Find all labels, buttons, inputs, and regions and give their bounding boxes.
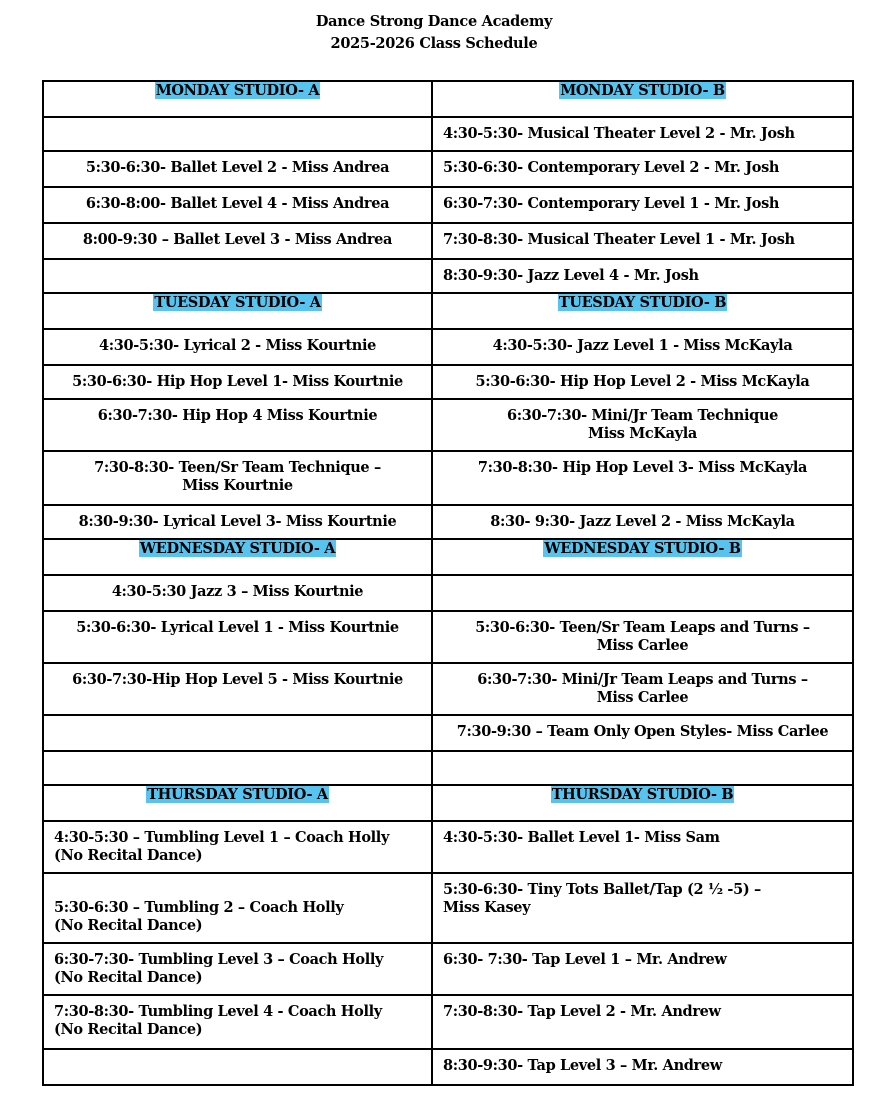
class-cell: 5:30-6:30- Lyrical Level 1 - Miss Kourtnie (43, 611, 432, 663)
class-cell: 5:30-6:30 – Tumbling 2 – Coach Holly (No Recital Dance) (43, 873, 432, 943)
class-cell: 6:30-7:30- Hip Hop 4 Miss Kourtnie (43, 399, 432, 451)
class-cell: 5:30-6:30- Contemporary Level 2 - Mr. Josh (432, 151, 853, 187)
class-cell (43, 751, 432, 785)
table-row (43, 259, 853, 293)
table-row (43, 223, 853, 259)
thursday-studio-b-header: THURSDAY STUDIO- B (432, 785, 853, 821)
table-row (43, 151, 853, 187)
table-row (43, 751, 853, 785)
class-cell: 4:30-5:30 Jazz 3 – Miss Kourtnie (43, 575, 432, 611)
class-cell: 8:30- 9:30- Jazz Level 2 - Miss McKayla (432, 505, 853, 539)
class-cell: 4:30-5:30- Jazz Level 1 - Miss McKayla (432, 329, 853, 365)
table-row (43, 1049, 853, 1085)
table-row (43, 329, 853, 365)
class-cell: 6:30-7:30- Mini/Jr Team Leaps and Turns – Miss Carlee (432, 663, 853, 715)
class-cell (43, 117, 432, 151)
tuesday-studio-a-header: TUESDAY STUDIO- A (43, 293, 432, 329)
class-cell (43, 259, 432, 293)
class-cell: 6:30-7:30- Mini/Jr Team Technique Miss McKayla (432, 399, 853, 451)
class-cell: 7:30-8:30- Musical Theater Level 1 - Mr. Josh (432, 223, 853, 259)
document-header (0, 11, 868, 55)
class-cell: 6:30-7:30- Contemporary Level 1 - Mr. Josh (432, 187, 853, 223)
tuesday-studio-b-header: TUESDAY STUDIO- B (432, 293, 853, 329)
class-cell (43, 1049, 432, 1085)
class-cell (432, 751, 853, 785)
class-cell: 5:30-6:30- Tiny Tots Ballet/Tap (2 ½ -5) – Miss Kasey (432, 873, 853, 943)
table-row (43, 117, 853, 151)
class-cell: 4:30-5:30- Ballet Level 1- Miss Sam (432, 821, 853, 873)
thursday-studio-a-header: THURSDAY STUDIO- A (43, 785, 432, 821)
day-header-row (43, 785, 853, 821)
class-cell: 4:30-5:30 – Tumbling Level 1 – Coach Holly (No Recital Dance) (43, 821, 432, 873)
class-cell: 7:30-8:30- Tap Level 2 - Mr. Andrew (432, 995, 853, 1049)
table-row (43, 943, 853, 995)
day-header-row (43, 539, 853, 575)
class-cell: 8:30-9:30- Tap Level 3 – Mr. Andrew (432, 1049, 853, 1085)
class-cell: 6:30- 7:30- Tap Level 1 – Mr. Andrew (432, 943, 853, 995)
day-header-row (43, 81, 853, 117)
class-cell: 5:30-6:30- Hip Hop Level 2 - Miss McKayla (432, 365, 853, 399)
class-cell: 5:30-6:30- Ballet Level 2 - Miss Andrea (43, 151, 432, 187)
class-cell: 6:30-7:30-Hip Hop Level 5 - Miss Kourtnie (43, 663, 432, 715)
class-cell (432, 575, 853, 611)
wednesday-studio-a-header: WEDNESDAY STUDIO- A (43, 539, 432, 575)
table-row (43, 995, 853, 1049)
class-cell: 4:30-5:30- Lyrical 2 - Miss Kourtnie (43, 329, 432, 365)
table-row (43, 575, 853, 611)
monday-studio-a-header: MONDAY STUDIO- A (43, 81, 432, 117)
class-cell: 6:30-7:30- Tumbling Level 3 – Coach Holly (No Recital Dance) (43, 943, 432, 995)
class-cell: 6:30-8:00- Ballet Level 4 - Miss Andrea (43, 187, 432, 223)
class-cell: 5:30-6:30- Hip Hop Level 1- Miss Kourtnie (43, 365, 432, 399)
class-cell (43, 715, 432, 751)
table-row (43, 505, 853, 539)
monday-studio-b-header: MONDAY STUDIO- B (432, 81, 853, 117)
schedule-table (42, 80, 854, 1086)
class-cell: 5:30-6:30- Teen/Sr Team Leaps and Turns – Miss Carlee (432, 611, 853, 663)
class-cell: 4:30-5:30- Musical Theater Level 2 - Mr. Josh (432, 117, 853, 151)
document-title: Dance Strong Dance Academy (315, 13, 553, 30)
class-cell: 7:30-9:30 – Team Only Open Styles- Miss Carlee (432, 715, 853, 751)
table-row (43, 365, 853, 399)
wednesday-studio-b-header: WEDNESDAY STUDIO- B (432, 539, 853, 575)
class-cell: 7:30-8:30- Hip Hop Level 3- Miss McKayla (432, 451, 853, 505)
day-header-row (43, 293, 853, 329)
table-row (43, 663, 853, 715)
document-subtitle: 2025-2026 Class Schedule (330, 35, 538, 52)
table-row (43, 715, 853, 751)
class-cell: 8:00-9:30 – Ballet Level 3 - Miss Andrea (43, 223, 432, 259)
table-row (43, 451, 853, 505)
table-row (43, 611, 853, 663)
table-row (43, 187, 853, 223)
class-cell: 8:30-9:30- Jazz Level 4 - Mr. Josh (432, 259, 853, 293)
class-cell: 7:30-8:30- Tumbling Level 4 - Coach Holly (No Recital Dance) (43, 995, 432, 1049)
class-cell: 8:30-9:30- Lyrical Level 3- Miss Kourtnie (43, 505, 432, 539)
class-cell: 7:30-8:30- Teen/Sr Team Technique – Miss Kourtnie (43, 451, 432, 505)
table-row (43, 873, 853, 943)
table-row (43, 399, 853, 451)
table-row (43, 821, 853, 873)
